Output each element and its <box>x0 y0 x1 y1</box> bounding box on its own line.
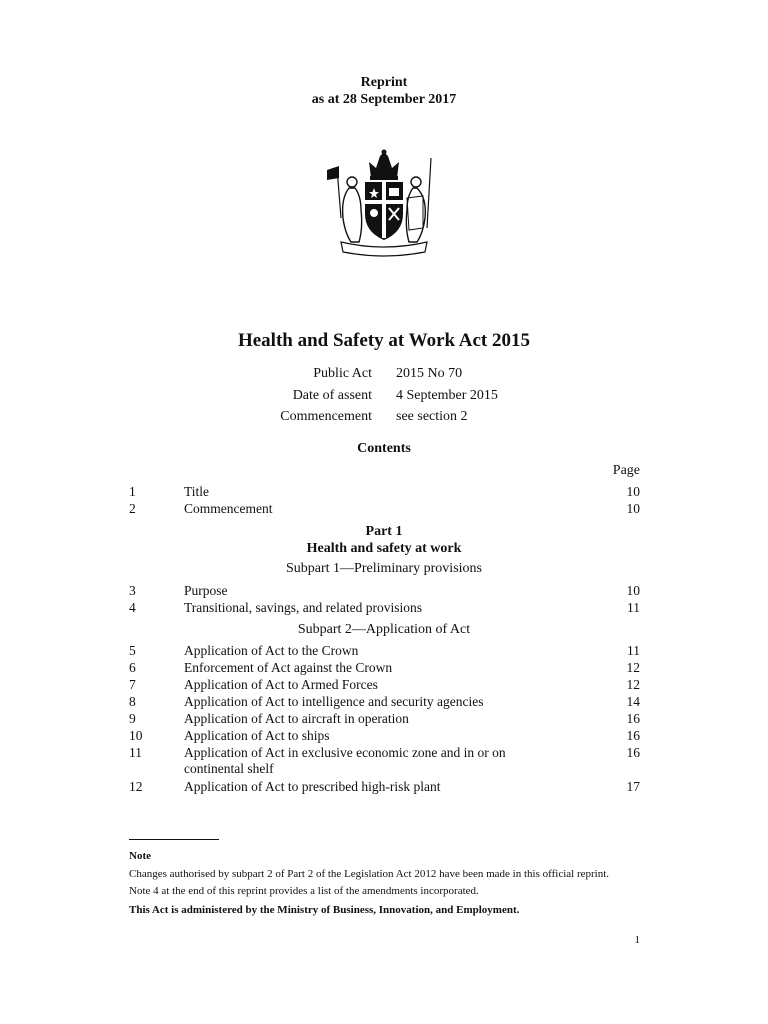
meta-label: Date of assent <box>292 387 372 403</box>
toc-entry[interactable] <box>0 643 768 660</box>
contents-heading: Contents <box>357 441 411 456</box>
toc-subpart-2-entries <box>0 643 768 796</box>
toc-entry-title: Application of Act to aircraft in operation <box>184 711 409 726</box>
meta-row-commencement <box>0 409 768 431</box>
meta-label: Commencement <box>280 409 372 424</box>
toc-entry-number: 7 <box>129 677 136 692</box>
toc-entry-number: 10 <box>129 728 143 743</box>
toc-entry-title-line: Application of Act in exclusive economic zone and in or on <box>184 745 506 760</box>
toc-entry-page: 10 <box>626 484 640 499</box>
toc-entry[interactable] <box>0 779 768 796</box>
footnote-divider <box>129 839 219 840</box>
meta-label: Public Act <box>313 366 372 381</box>
toc-entry-page: 11 <box>627 643 640 658</box>
toc-entry-number: 1 <box>129 484 136 499</box>
toc-entry-number: 6 <box>129 660 136 675</box>
toc-entry-number: 5 <box>129 643 136 658</box>
toc-entry-number: 3 <box>129 583 136 598</box>
toc-entry[interactable] <box>0 600 768 617</box>
page-number: 1 <box>634 934 640 946</box>
nz-coat-of-arms-icon <box>319 148 449 260</box>
toc-entry-page: 16 <box>626 728 640 743</box>
reprint-header <box>0 74 768 108</box>
toc-entry-page: 16 <box>626 745 640 760</box>
meta-row-date-of-assent <box>0 388 768 410</box>
toc-entry-title: Application of Act to the Crown <box>184 643 359 658</box>
toc-entry-title: Application of Act to intelligence and security agencies <box>184 694 484 709</box>
reprint-date: as at 28 September 2017 <box>311 92 457 107</box>
toc-entry-page: 16 <box>626 711 640 726</box>
toc-entry[interactable] <box>0 660 768 677</box>
toc-entry-title: Application of Act to ships <box>184 728 330 743</box>
subpart-1-heading: Subpart 1—Preliminary provisions <box>286 561 482 576</box>
toc-entry-number: 12 <box>129 779 143 794</box>
toc-entry[interactable] <box>0 583 768 600</box>
toc-entry-title <box>184 745 544 777</box>
toc-entry-page: 17 <box>626 779 640 794</box>
note-line: Note 4 at the end of this reprint provides a list of the amendments incorporated. <box>129 885 479 897</box>
toc-entry-page: 10 <box>626 583 640 598</box>
toc-entry-page: 12 <box>626 677 640 692</box>
reprint-label: Reprint <box>360 75 408 90</box>
toc-entry-page: 11 <box>627 600 640 615</box>
toc-entry[interactable] <box>0 484 768 501</box>
toc-entry[interactable] <box>0 694 768 711</box>
toc-entry-title: Purpose <box>184 583 228 598</box>
part-1-heading <box>0 523 768 557</box>
act-metadata <box>0 366 768 431</box>
toc-entry-number: 9 <box>129 711 136 726</box>
page-column-heading: Page <box>612 463 640 478</box>
toc-entry-number: 4 <box>129 600 136 615</box>
toc-entry-title-line: continental shelf <box>184 761 274 776</box>
toc-entry-number: 2 <box>129 501 136 516</box>
toc-entry-page: 10 <box>626 501 640 516</box>
toc-entry-title: Application of Act to Armed Forces <box>184 677 378 692</box>
toc-entry-title: Commencement <box>184 501 273 516</box>
toc-entry-page: 12 <box>626 660 640 675</box>
meta-value: 2015 No 70 <box>396 366 463 381</box>
administered-by: This Act is administered by the Ministry of Business, Innovation, and Employment. <box>129 904 520 916</box>
toc-entry-title: Application of Act to prescribed high-risk plant <box>184 779 441 794</box>
meta-value: see section 2 <box>396 409 468 424</box>
act-title: Health and Safety at Work Act 2015 <box>237 330 531 351</box>
toc-entry-title: Transitional, savings, and related provisions <box>184 600 422 615</box>
toc-entry[interactable] <box>0 745 768 779</box>
toc-entry-number: 11 <box>129 745 142 760</box>
toc-entry[interactable] <box>0 501 768 518</box>
toc-entry-title: Enforcement of Act against the Crown <box>184 660 393 675</box>
meta-row-public-act <box>0 366 768 388</box>
toc-entry-title: Title <box>184 484 210 499</box>
toc-entry[interactable] <box>0 711 768 728</box>
subpart-2-heading: Subpart 2—Application of Act <box>297 622 471 637</box>
part-label: Part 1 <box>365 524 403 539</box>
toc-entry-page: 14 <box>626 694 640 709</box>
meta-value: 4 September 2015 <box>396 387 498 403</box>
toc-top-entries <box>0 484 768 518</box>
part-title: Health and safety at work <box>306 541 462 556</box>
note-heading: Note <box>129 850 151 862</box>
toc-entry[interactable] <box>0 677 768 694</box>
toc-subpart-1-entries <box>0 583 768 617</box>
toc-entry-number: 8 <box>129 694 136 709</box>
toc-entry[interactable] <box>0 728 768 745</box>
note-line: Changes authorised by subpart 2 of Part 2 of the Legislation Act 2012 have been made in this official reprint. <box>129 868 610 880</box>
